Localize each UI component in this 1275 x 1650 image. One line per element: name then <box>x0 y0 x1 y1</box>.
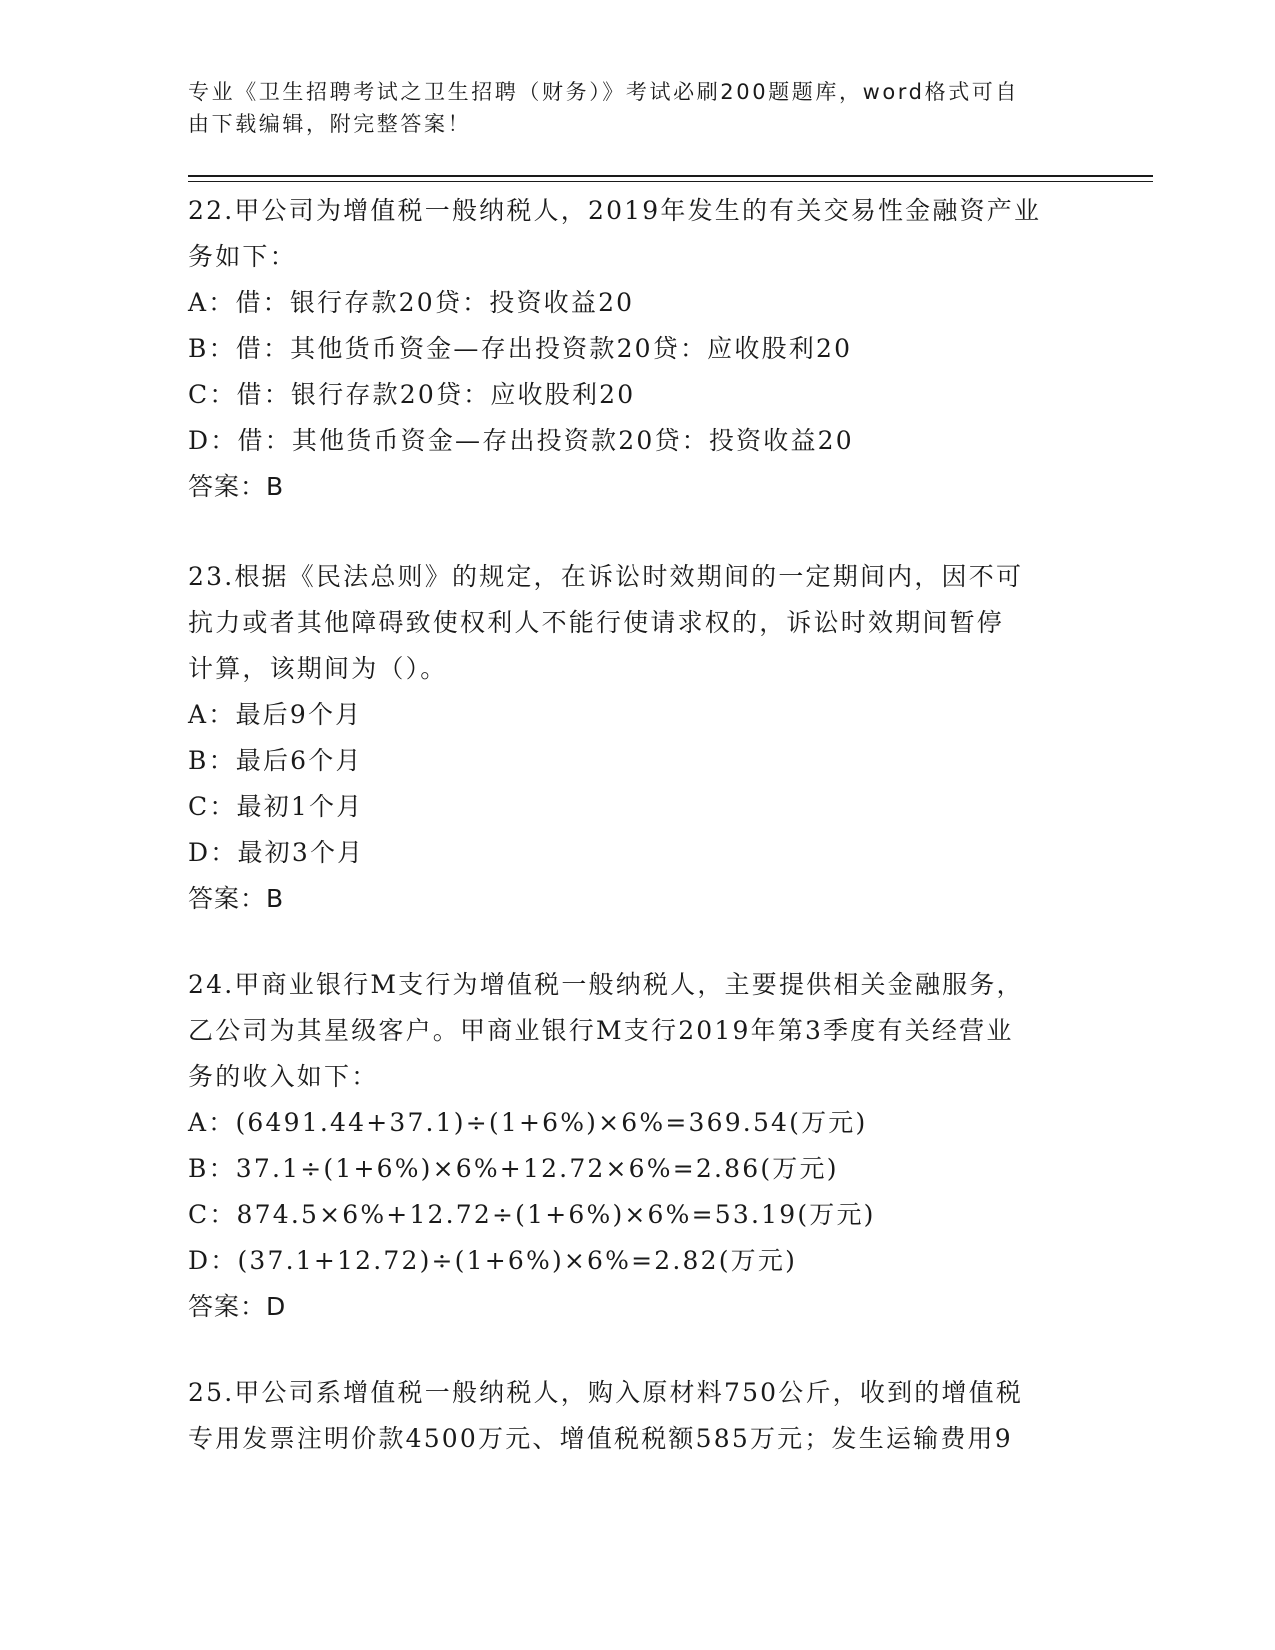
header-divider <box>188 175 1153 177</box>
question-stem-line: 24.甲商业银行M支行为增值税一般纳税人，主要提供相关金融服务， <box>188 970 1024 999</box>
question-stem-line: 22.甲公司为增值税一般纳税人，2019年发生的有关交易性金融资产业 <box>188 196 1042 225</box>
question-stem-line: 务的收入如下： <box>188 1062 379 1091</box>
option-d: D：借：其他货币资金—存出投资款20贷：投资收益20 <box>188 426 854 455</box>
question-block <box>188 188 1088 510</box>
question-block <box>188 554 1088 922</box>
option-d: D：最初3个月 <box>188 838 365 867</box>
question-stem-line: 25.甲公司系增值税一般纳税人，购入原材料750公斤，收到的增值税 <box>188 1378 1024 1407</box>
header-line: 由下载编辑，附完整答案！ <box>188 112 472 136</box>
question-block <box>188 962 1088 1330</box>
option-b: B：最后6个月 <box>188 746 363 775</box>
header-divider <box>188 181 1153 182</box>
option-d: D：(37.1+12.72)÷(1+6%)×6%=2.82(万元) <box>188 1246 798 1275</box>
question-stem-line: 专用发票注明价款4500万元、增值税税额585万元；发生运输费用9 <box>188 1424 1013 1453</box>
answer-line: 答案：B <box>188 472 285 501</box>
option-c: C：借：银行存款20贷：应收股利20 <box>188 380 636 409</box>
answer-line: 答案：D <box>188 1292 287 1321</box>
answer-line: 答案：B <box>188 884 285 913</box>
question-block <box>188 1370 1088 1462</box>
question-stem-line: 23.根据《民法总则》的规定，在诉讼时效期间的一定期间内，因不可 <box>188 562 1024 591</box>
option-a: A：借：银行存款20贷：投资收益20 <box>188 288 635 317</box>
question-stem-line: 乙公司为其星级客户。甲商业银行M支行2019年第3季度有关经营业 <box>188 1016 1014 1045</box>
option-b: B：借：其他货币资金—存出投资款20贷：应收股利20 <box>188 334 853 363</box>
option-c: C：874.5×6%+12.72÷(1+6%)×6%=53.19(万元) <box>188 1200 876 1229</box>
header-line: 专业《卫生招聘考试之卫生招聘（财务）》考试必刷200题题库，word格式可自 <box>188 80 1019 104</box>
document-header <box>188 76 1068 140</box>
question-stem-line: 抗力或者其他障碍致使权利人不能行使请求权的，诉讼时效期间暂停 <box>188 608 1005 637</box>
option-c: C：最初1个月 <box>188 792 364 821</box>
option-a: A：最后9个月 <box>188 700 363 729</box>
option-b: B：37.1÷(1+6%)×6%+12.72×6%=2.86(万元) <box>188 1154 839 1183</box>
question-stem-line: 务如下： <box>188 242 297 271</box>
option-a: A：(6491.44+37.1)÷(1+6%)×6%=369.54(万元) <box>188 1108 868 1137</box>
question-stem-line: 计算，该期间为（）。 <box>188 654 448 683</box>
